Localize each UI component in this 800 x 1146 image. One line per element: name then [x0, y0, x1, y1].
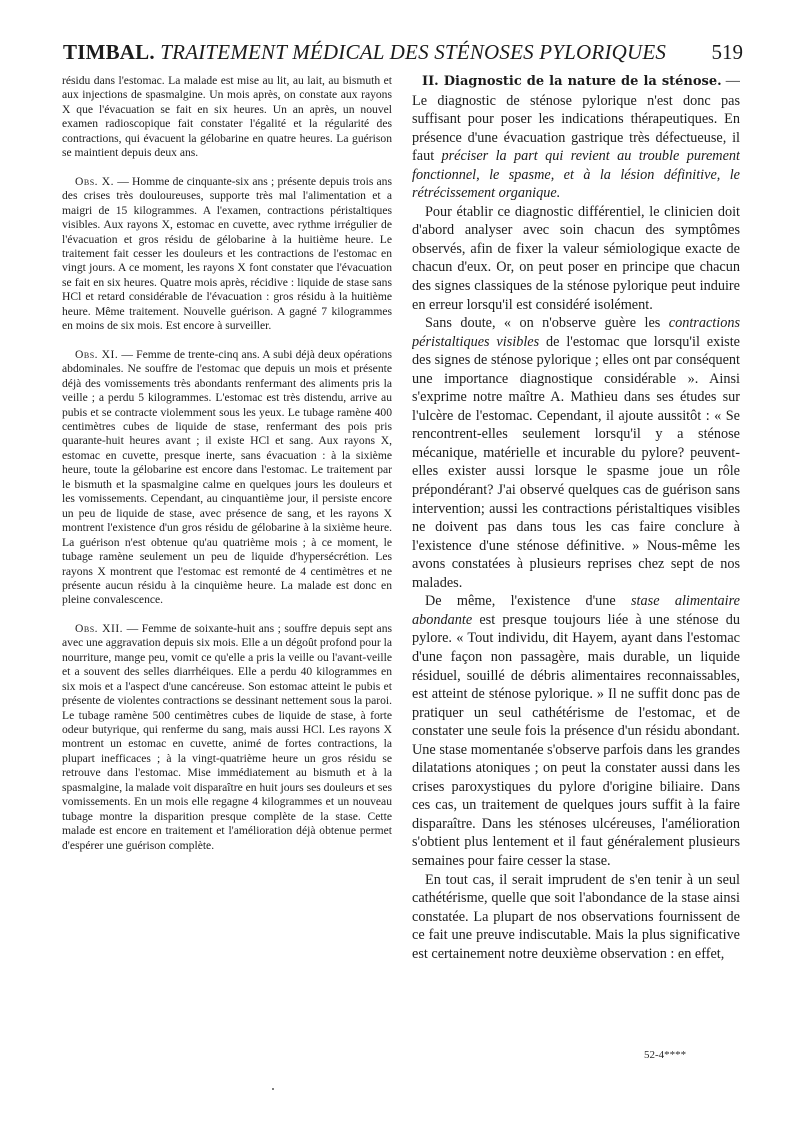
observation-xii-label: Obs. XII.	[75, 621, 124, 635]
paragraph-differential: Pour établir ce diagnostic différentiel, le clinicien doit d'abord analyser avec soin chacun des symptômes observés, afin de fixer la valeur sémiologique exacte de chacun d'eux. Or, on peut poser en principe que chacun des signes classiques de la sténose pylorique peut induire en erreur lorsqu'il est considéré isolément.	[412, 203, 740, 313]
observation-xii-text: — Femme de soixante-huit ans ; souffre depuis sept ans avec une aggravation depuis six mois. Elle a un dégoût profond pour la nourriture, mange peu, vomit ce qu'elle a pris la veille ou l'avant-veille et a souvent des selles diarrhéiques. Elle a perdu 40 kilogrammes en six mois et a l'aspect d'une cancéreuse. Son estomac atteint le pubis et présente de violentes contractions se dessinant nettement sous la paroi. Le tubage ramène 500 centimètres cubes de liquide de stase, à forte odeur butyrique, qui renferme du sang, mais aussi HCl. Les rayons X montrent un estomac en cuvette, animé de fortes contractions, la plupart inefficaces ; à la vingt-quatrième heure un gros résidu se retrouve dans l'estomac. Mise immédiatement au bismuth et à la spasmalgine, la malade voit disparaître en huit jours ses douleurs et ses vomissements. En un mois elle regagne 4 kilogrammes et un nouveau tubage montre la disparition presque complète de la stase. Cette malade est encore en traitement et l'amélioration déjà obtenue permet d'espérer une guérison complète.	[62, 621, 392, 852]
observation-x-label: Obs. X.	[75, 174, 115, 188]
section-paragraph	[412, 72, 740, 203]
observation-xi-text: — Femme de trente-cinq ans. A subi déjà deux opérations abdominales. Ne souffre de l'estomac que depuis un mois et présente déjà des vomissements très abondants renfermant des aliments pris la veille ; a perdu 5 kilogrammes. L'estomac est très distendu, arrive au pubis et se contracte violemment sous les yeux. Le tubage ramène 400 centimètres cubes de liquide de stase, renfermant des pois pris quarante-huit heures avant ; il existe HCl et sang. Aux rayons X, estomac en cuvette, presque inerte, sans évacuation : à la sixième heure, toute la gélobarine est encore dans l'estomac. Le traitement par le bismuth et la spasmalgine calme en quelques jours les douleurs et les vomissements. Cependant, au cinquantième jour, il persiste encore un peu de liquide de stase, avec présence de sang, et les rayons X montrent l'existence d'un gros résidu de gélobarine à la sixième heure. La guérison n'est obtenue qu'au quatrième mois ; à ce moment, le tubage ramène seulement un peu de liquide d'hypersécrétion. Les rayons X montrent que l'estomac est remonté de 4 centimètres et ne présente aucun résidu à la cinquième heure. La malade est donc en pleine convalescence.	[62, 347, 392, 607]
section-intro-emphasis: préciser la part qui revient au trouble purement fonctionnel, le spasme, et à la lésion définitive, le rétrécissement organique.	[412, 148, 740, 202]
page-number: 519	[711, 40, 743, 64]
paragraph-stase-emphasis: stase alimentaire abondante	[412, 593, 740, 628]
left-column	[62, 74, 392, 1084]
article-title: TRAITEMENT MÉDICAL DES STÉNOSES PYLORIQUES	[160, 40, 667, 64]
author-name: TIMBAL.	[63, 40, 155, 64]
section-number: II.	[422, 74, 439, 89]
paragraph-stase-rest: est presque toujours liée à une sténose du pylore. « Tout individu, dit Hayem, ayant dans l'estomac d'une façon non passagère, mais durable, un liquide résiduel, souillé de débris alimentaires reconnaissables, est atteint de sténose pylorique. » Il ne suffit donc pas de pratiquer un seul cathétérisme de l'estomac, et de constater une seule fois la présence d'un résidu abondant. Une stase momentanée s'observe parfois dans les grandes dilatations atoniques ; on peut la constater aussi dans les crises paroxystiques du pylore d'origine biliaire. Dans ces cas, un traitement de quelques jours suffit à la faire disparaître. Dans les sténoses ulcéreuses, l'amélioration s'obtient plus lentement et il faut généralement plusieurs semaines pour faire cesser la stase.	[412, 611, 740, 869]
observation-xi-label: Obs. XI.	[75, 347, 119, 361]
observation-x	[62, 175, 392, 334]
section-intro-text: — Le diagnostic de sténose pylorique n'est donc pas suffisant pour poser les indications thérapeutiques. En présence d'une évacuation gastrique très défectueuse, il faut	[412, 73, 740, 165]
printer-signature: 52-4****	[644, 1049, 687, 1061]
paragraph-stase-start: De même, l'existence d'une	[425, 593, 632, 610]
case-continuation: résidu dans l'estomac. La malade est mise au lit, au lait, au bismuth et aux injections de spasmalgine. Un mois après, on constate aux rayons X que l'évacuation se fait en six heures. Un an après, un nouvel examen radioscopique fait constater l'égalité et la régularité des contractions, qui évacuent la gélobarine en quatre heures. La guérison se maintient depuis deux ans.	[62, 74, 392, 160]
section-title: Diagnostic de la nature de la sténose.	[443, 74, 722, 89]
print-speck	[272, 1088, 274, 1090]
observation-xi	[62, 348, 392, 608]
running-title	[63, 40, 666, 64]
running-header	[63, 40, 743, 66]
paragraph-contractions-emphasis: contractions péristaltiques visibles	[412, 315, 740, 350]
right-column	[412, 72, 740, 1072]
paragraph-stase	[412, 592, 740, 870]
paragraph-contractions-rest: de l'estomac que lorsqu'il existe des signes de sténose pylorique ; elles ont par conséquent une importance diagnostique considérable ». Ainsi s'exprime notre maître A. Mathieu dans ses études sur l'ulcère de l'estomac. Cependant, il ajoute aussitôt : « Se rencontrent-elles seulement lorsqu'il y a sténose mécanique, matérielle et incurable du pylore? peuvent-elles exister aussi lorsque le spasme joue un rôle prépondérant? J'ai observé quelques cas de guérison sans intervention; aussi les contractions péristaltiques visibles ne doivent pas dans tous les cas faire conclure à l'existence d'une sténose définitive. » Nous-même les avons constatées à plusieurs reprises chez sept de nos malades.	[412, 333, 740, 591]
paragraph-contractions	[412, 314, 740, 592]
paragraph-contractions-start: Sans doute, « on n'observe guère les	[425, 315, 669, 332]
paragraph-catheterism: En tout cas, il serait imprudent de s'en tenir à un seul cathétérisme, quelle que soit l'abondance de la stase ainsi constatée. La plupart de nos observations fournissent de ce fait une preuve indiscutable. Mais la plus significative est certainement notre deuxième observation : en effet,	[412, 871, 740, 962]
observation-xii	[62, 622, 392, 853]
observation-x-text: — Homme de cinquante-six ans ; présente depuis trois ans des crises très douloureuses, supporte très mal l'alimentation et a maigri de 15 kilogrammes. A l'examen, contractions péristaltiques visibles. Aux rayons X, estomac en cuvette, avec rythme irrégulier de l'évacuation et gros résidu de gélobarine à la huitième heure. Le traitement fait cesser les douleurs et les contractions de l'estomac en vingt jours. A ce moment, les rayons X font constater que l'évacuation se fait en six heures. Quatre mois après, récidive : liquide de stase sans HCl et retard considérable de l'évacuation : gros résidu à la huitième heure. Même traitement. Nouvelle guérison. A gagné 7 kilogrammes en moins de six mois. Est encore à surveiller.	[62, 174, 392, 333]
section-heading	[422, 74, 722, 89]
